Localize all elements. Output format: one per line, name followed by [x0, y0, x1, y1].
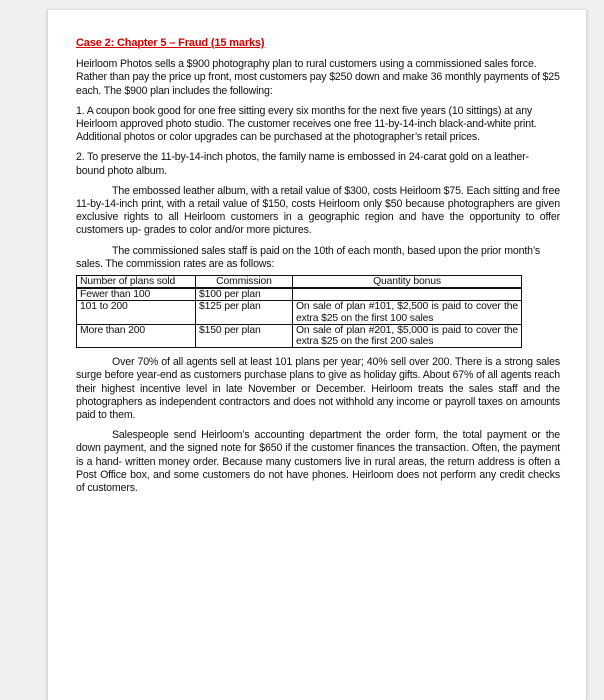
salespeople-paragraph: Salespeople send Heirloom’s accounting department the order form, the total payment or the down payment, and the signed note for $650 if the customer finances the transaction. Often, the payment is a hand- written money order. Because many customers live in rural areas, the return address is often a Post Office box, and some customers do not have phones. Heirloom does not perform any credit checks of customers.	[76, 429, 560, 495]
table-row	[77, 324, 522, 347]
cell-quantity-bonus: On sale of plan #201, $5,000 is paid to cover the extra $25 on the first 200 sales	[293, 324, 522, 347]
document-content	[76, 37, 560, 502]
case-title: Case 2: Chapter 5 – Fraud (15 marks)	[76, 37, 265, 49]
cell-quantity-bonus: On sale of plan #101, $2,500 is paid to cover the extra $25 on the first 100 sales	[293, 301, 522, 324]
cell-commission: $150 per plan	[196, 324, 293, 347]
cell-plans-sold: More than 200	[77, 324, 196, 347]
header-commission: Commission	[196, 276, 293, 289]
document-page	[47, 10, 587, 700]
agents-paragraph: Over 70% of all agents sell at least 101 plans per year; 40% sell over 200. There is a strong sales surge before year-end as customers purchase plans to give as holiday gifts. About 67% of all agents reach their highest incentive level in late November or December. Heirloom treats the sales staff and the photographers as independent contractors and does not withhold any income or payroll taxes on amounts paid to them.	[76, 356, 560, 422]
cell-quantity-bonus	[293, 288, 522, 301]
table-row	[77, 288, 522, 301]
cell-commission: $125 per plan	[196, 301, 293, 324]
cell-plans-sold: Fewer than 100	[77, 288, 196, 301]
table-header-row	[77, 276, 522, 289]
commission-paragraph: The commissioned sales staff is paid on the 10th of each month, based upon the prior month’s sales. The commission rates are as follows:	[76, 244, 541, 270]
header-plans-sold: Number of plans sold	[77, 276, 196, 289]
table-row	[77, 301, 522, 324]
cell-plans-sold: 101 to 200	[77, 301, 196, 324]
album-cost-paragraph: The embossed leather album, with a retail value of $300, costs Heirloom $75. Each sitting and free 11-by-14-inch print, with a retail value of $150, costs Heirloom only $50 because photographers are given exclusive rights to all Heirloom customers in a geographic region and have the opportunity to offer customers up- grades to color and/or more pictures.	[76, 184, 560, 237]
intro-paragraph: Heirloom Photos sells a $900 photography plan to rural customers using a commissioned sales force. Rather than pay the price up front, most customers pay $250 down and make 36 monthly payments of $25 each. The $900 plan includes the following:	[76, 58, 560, 97]
plan-item-1: 1. A coupon book good for one free sitting every six months for the next five years (10 sittings) at any Heirloom approved photo studio. The customer receives one free 11-by-14-inch black-and-white print. Additional photos or color upgrades can be purchased at the photographer’s retail prices.	[76, 104, 537, 144]
header-quantity-bonus: Quantity bonus	[293, 276, 522, 289]
plan-item-2: 2. To preserve the 11-by-14-inch photos, the family name is embossed in 24-carat gold on a leather- bound photo album.	[76, 151, 529, 177]
commission-table	[76, 275, 522, 348]
cell-commission: $100 per plan	[196, 288, 293, 301]
